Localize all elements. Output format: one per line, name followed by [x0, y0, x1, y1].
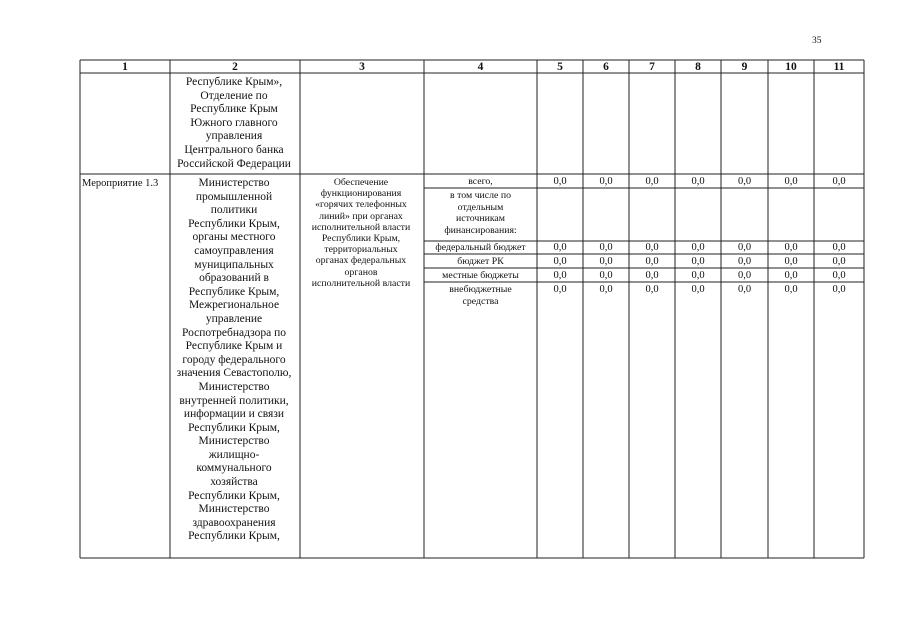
funding-source-label: внебюджетные средства: [449, 284, 512, 307]
funding-value-cell: 0,0: [553, 284, 567, 295]
header-cell-3: 3: [359, 61, 365, 73]
funding-value-cell: 0,0: [784, 270, 798, 281]
header-cell-2: 2: [232, 61, 238, 73]
funding-value-cell: 0,0: [784, 256, 798, 267]
funding-value-cell: 0,0: [553, 256, 567, 267]
funding-value-cell: 0,0: [553, 176, 567, 187]
funding-source-label: всего,: [468, 176, 493, 187]
funding-value-cell: 0,0: [737, 256, 752, 267]
header-cell-7: 7: [649, 61, 655, 73]
funding-value-cell: 0,0: [691, 270, 705, 281]
funding-value-cell: 0,0: [645, 242, 659, 253]
funding-value-cell: 0,0: [599, 242, 613, 253]
measure-name-cell: Мероприятие 1.3: [82, 178, 159, 189]
funding-value-cell: 0,0: [784, 284, 798, 295]
funding-value-cell: 0,0: [784, 242, 798, 253]
funding-value-cell: 0,0: [691, 284, 705, 295]
funding-value-cell: 0,0: [645, 270, 659, 281]
funding-value-cell: 0,0: [737, 242, 752, 253]
funding-value-cell: 0,0: [737, 284, 752, 295]
funding-value-cell: 0,0: [832, 270, 846, 281]
funding-value-cell: 0,0: [553, 270, 567, 281]
header-cell-1: 1: [122, 61, 128, 73]
funding-value-cell: 0,0: [832, 284, 846, 295]
measure-executors-cell: Министерство промышленной политики Республики Крым, органы местного самоуправления муниципальных образований в Республике Крым, Межрегиональное управление Роспотребнадзора по Республике Крым и городу федерального значения Севастополю, Министерство внутренней политики, информации и связи Республики Крым, Министерство жилищно- коммунального хозяйства Республики Крым, Министерство здравоохранения Республики Крым,: [176, 177, 292, 543]
funding-source-label: местные бюджеты: [442, 270, 519, 281]
header-cell-10: 10: [785, 61, 797, 73]
funding-source-label: бюджет РК: [457, 256, 504, 267]
header-cell-8: 8: [695, 61, 701, 73]
funding-value-cell: 0,0: [737, 270, 752, 281]
funding-value-cell: 0,0: [599, 176, 613, 187]
funding-value-cell: 0,0: [737, 176, 752, 187]
funding-source-label: федеральный бюджет: [435, 242, 526, 253]
header-cell-4: 4: [477, 61, 484, 73]
header-cell-6: 6: [603, 61, 609, 73]
header-cell-5: 5: [557, 61, 563, 73]
funding-value-cell: 0,0: [832, 242, 846, 253]
funding-value-cell: 0,0: [691, 256, 705, 267]
funding-value-cell: 0,0: [645, 256, 659, 267]
funding-value-cell: 0,0: [784, 176, 798, 187]
funding-value-cell: 0,0: [832, 176, 846, 187]
page-number: 35: [812, 36, 822, 46]
funding-value-cell: 0,0: [691, 242, 705, 253]
funding-value-cell: 0,0: [553, 242, 567, 253]
measure-result-cell: Обеспечение функционирования «горячих телефонных линий» при органах исполнительной власти Республики Крым, территориальных органах федеральных органов исполнительной власти: [311, 177, 411, 289]
header-cell-9: 9: [741, 61, 748, 73]
funding-value-cell: 0,0: [645, 176, 659, 187]
header-cell-11: 11: [833, 61, 845, 73]
funding-value-cell: 0,0: [599, 270, 613, 281]
funding-value-cell: 0,0: [832, 256, 846, 267]
funding-value-cell: 0,0: [599, 256, 613, 267]
funding-source-label: в том числе по отдельным источникам финансирования:: [444, 190, 517, 236]
funding-value-cell: 0,0: [645, 284, 659, 295]
continued-executors-cell: Республике Крым», Отделение по Республике Крым Южного главного управления Центрального банка Российской Федерации: [177, 76, 291, 170]
funding-value-cell: 0,0: [691, 176, 705, 187]
funding-value-cell: 0,0: [599, 284, 613, 295]
